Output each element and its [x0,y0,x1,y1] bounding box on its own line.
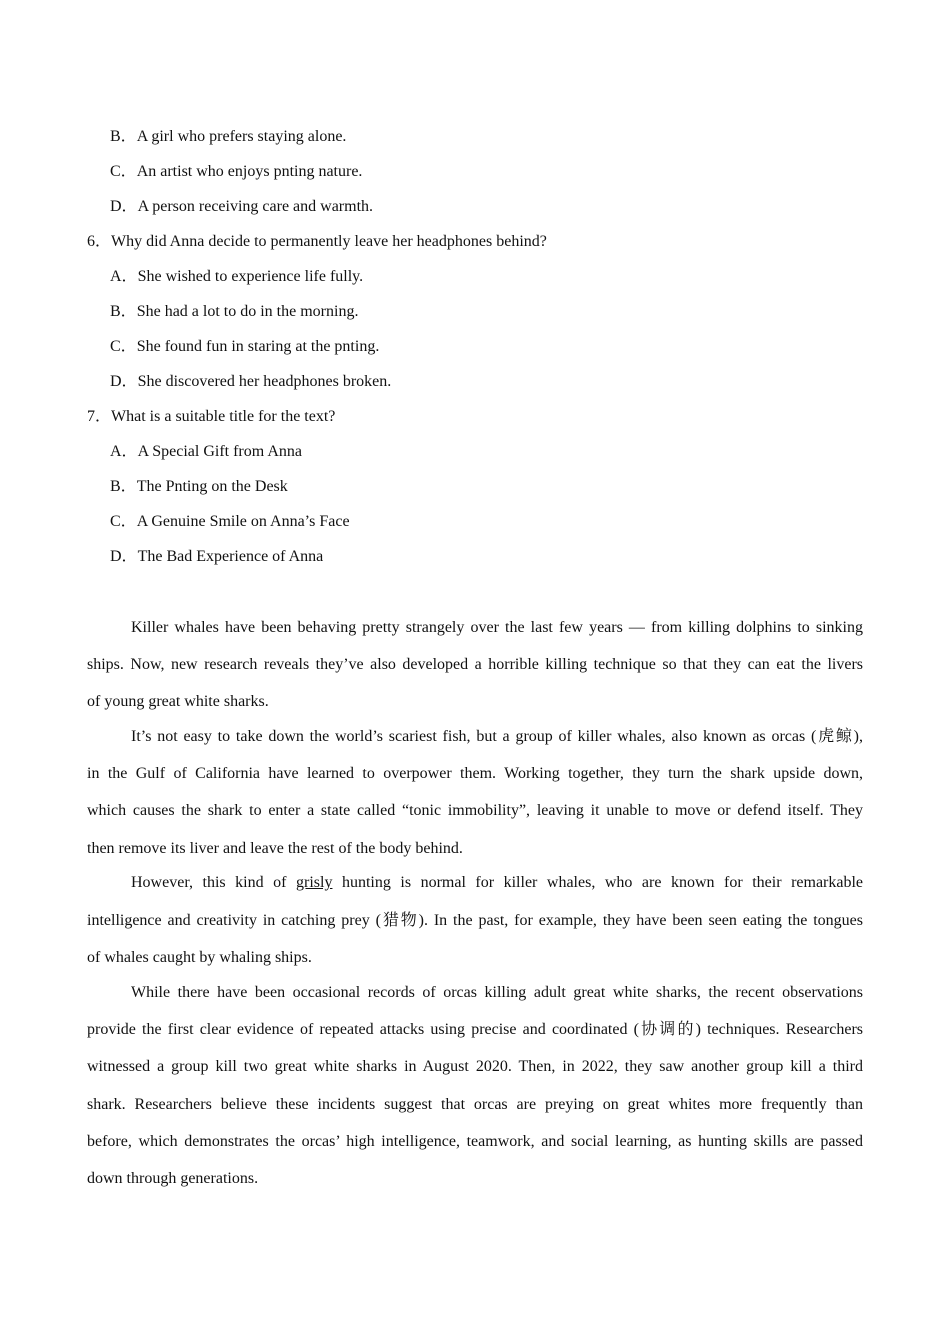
question-text: Why did Anna decide to permanently leave her headphones behind? [111,233,547,250]
paragraph-3-line [131,873,863,893]
paragraph-4-line: before, which demonstrates the orcas’ high intelligence, teamwork, and social learning, as hunting skills are passed [87,1133,863,1150]
paragraph-2-line: which causes the shark to enter a state called “tonic immobility”, leaving it unable to move or defend itself. They [87,802,863,819]
question-6-option-c [110,337,379,357]
option-label: B． [110,128,137,145]
option-b-prev [110,127,346,147]
paragraph-1-line: Killer whales have been behaving pretty strangely over the last few years — from killing dolphins to sinking [131,619,863,636]
paragraph-4-line: While there have been occasional records of orcas killing adult great white sharks, the recent observations [131,984,863,1001]
option-text: She wished to experience life fully. [137,268,364,285]
paragraph-2-line: in the Gulf of California have learned to overpower them. Working together, they turn the shark upside down, [87,765,863,782]
question-6-option-d [110,372,391,392]
option-text: A Special Gift from Anna [137,443,302,460]
question-7-option-c [110,512,350,532]
option-label: C． [110,338,137,355]
question-text: What is a suitable title for the text? [111,408,336,425]
paragraph-4-line: shark. Researchers believe these incidents suggest that orcas are preying on great whites more frequently than [87,1096,863,1113]
option-label: B． [110,478,137,495]
option-c-prev [110,162,362,182]
option-text: She found fun in staring at the pnting. [136,338,380,355]
option-text: A person receiving care and warmth. [137,198,374,215]
question-7-option-b [110,477,288,497]
paragraph-3-line: intelligence and creativity in catching prey (猎物). In the past, for example, they have been seen eating the tongues [87,912,863,929]
option-text: A girl who prefers staying alone. [136,128,347,145]
option-text: The Bad Experience of Anna [137,548,324,565]
paragraph-1-line: ships. Now, new research reveals they’ve also developed a horrible killing technique so that they can eat the livers [87,656,863,673]
question-6-stem [87,232,547,252]
option-label: C． [110,513,137,530]
option-d-prev [110,197,373,217]
question-7-option-a [110,442,302,462]
option-text: She had a lot to do in the morning. [136,303,359,320]
question-6-option-b [110,302,358,322]
option-text: A Genuine Smile on Anna’s Face [136,513,350,530]
question-7-stem [87,407,335,427]
underlined-word: grisly [296,874,333,891]
option-text: The Pnting on the Desk [136,478,288,495]
text-segment: hunting is normal for killer whales, who are known for their remarkable [341,874,864,891]
paragraph-3-line: of whales caught by whaling ships. [87,949,312,966]
paragraph-2-line: then remove its liver and leave the rest of the body behind. [87,840,463,857]
question-number: 7． [87,408,112,425]
option-label: A． [110,268,138,285]
question-number: 6． [87,233,112,250]
option-label: B． [110,303,137,320]
option-text: An artist who enjoys pnting nature. [136,163,363,180]
question-7-option-d [110,547,323,567]
option-text: She discovered her headphones broken. [137,373,392,390]
paragraph-4-line: provide the first clear evidence of repeated attacks using precise and coordinated (协调的) techniques. Researchers [87,1021,863,1038]
paragraph-1-line: of young great white sharks. [87,693,269,710]
paragraph-2-line: It’s not easy to take down the world’s scariest fish, but a group of killer whales, also known as orcas (虎鲸), [131,728,863,745]
option-label: D． [110,548,138,565]
paragraph-4-line: witnessed a group kill two great white sharks in August 2020. Then, in 2022, they saw another group kill a third [87,1058,863,1075]
option-label: C． [110,163,137,180]
text-segment: However, this kind of [131,874,287,891]
paragraph-4-line: down through generations. [87,1170,259,1187]
question-6-option-a [110,267,363,287]
option-label: D． [110,373,138,390]
option-label: D． [110,198,138,215]
option-label: A． [110,443,138,460]
